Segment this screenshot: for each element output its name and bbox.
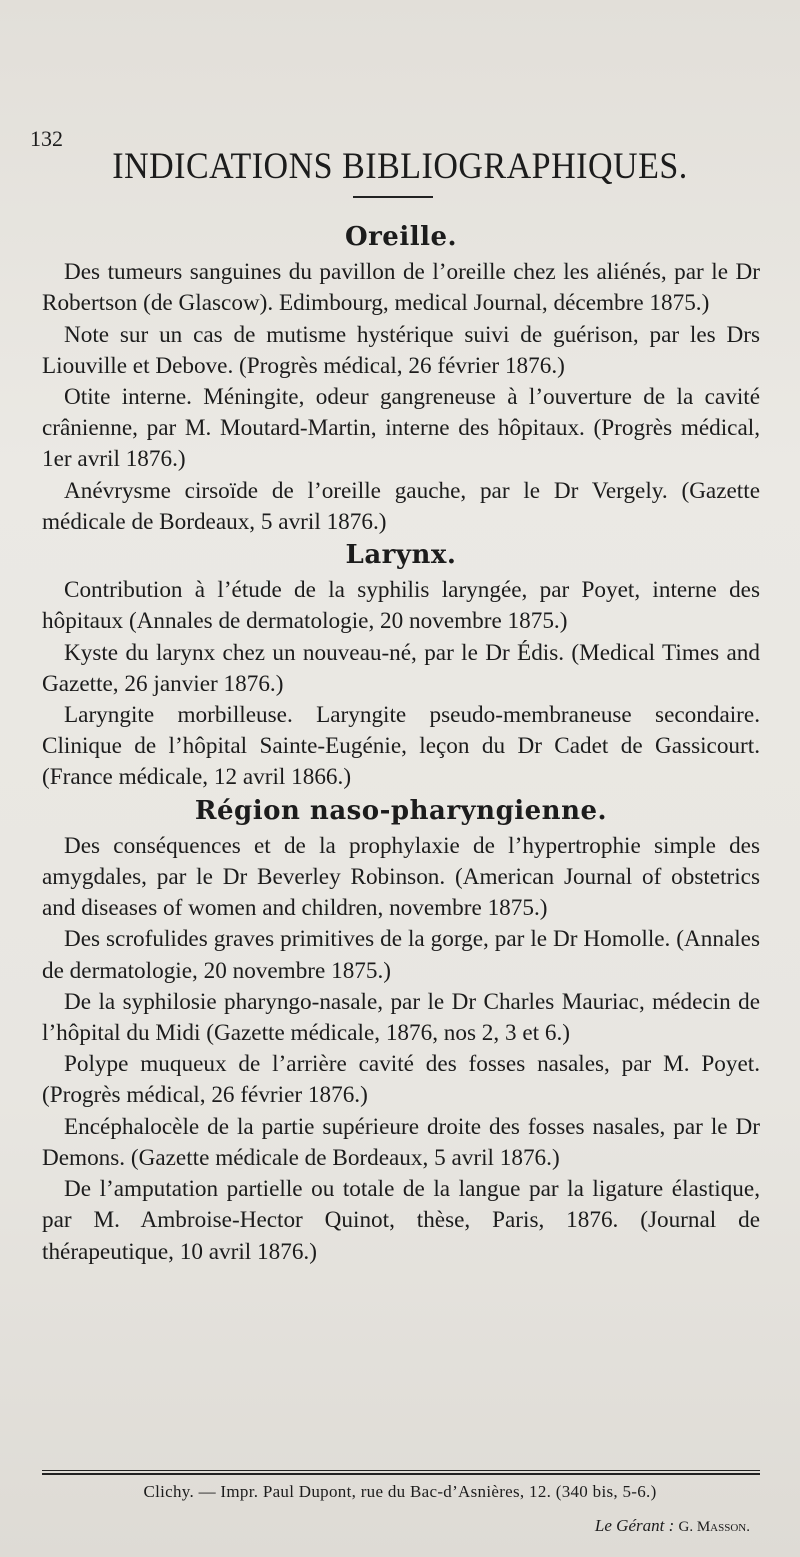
bibliography-entry: Des conséquences et de la prophylaxie de l’hypertrophie simple des amygdales, par le Dr Beverley Robinson. (American Journal of obstetrics and diseases of women and children, novembre 1875.) (42, 832, 760, 922)
section-heading-naso-pharyngienne: Région naso-pharyngienne. (194, 795, 608, 826)
bibliography-content (42, 220, 760, 1268)
bibliography-entry: Contribution à l’étude de la syphilis laryngée, par Poyet, interne des hôpitaux (Annales de dermatologie, 20 novembre 1875.) (42, 577, 760, 635)
bibliography-entry: Laryngite morbilleuse. Laryngite pseudo-membraneuse secondaire. Clinique de l’hôpital Sainte-Eugénie, leçon du Dr Cadet de Gassicourt. (France médicale, 12 avril 1866.) (42, 702, 760, 791)
bibliography-entry: Kyste du larynx chez un nouveau-né, par le Dr Édis. (Medical Times and Gazette, 26 janvier 1876.) (42, 639, 760, 697)
bibliography-entry: Polype muqueux de l’arrière cavité des fosses nasales, par M. Poyet. (Progrès médical, 26 février 1876.) (42, 1051, 760, 1109)
gerant-line (595, 1516, 750, 1536)
imprint-line: Clichy. — Impr. Paul Dupont, rue du Bac-d’Asnières, 12. (340 bis, 5-6.) (143, 1482, 657, 1501)
bibliography-entry: Des tumeurs sanguines du pavillon de l’oreille chez les aliénés, par le Dr Robertson (de Glascow). Edimbourg, medical Journal, décembre 1875.) (42, 259, 760, 317)
footer-rule (42, 1470, 760, 1471)
bibliography-entry: Encéphalocèle de la partie supérieure droite des fosses nasales, par le Dr Demons. (Gazette médicale de Bordeaux, 5 avril 1876.) (42, 1113, 760, 1171)
bibliography-entry: Note sur un cas de mutisme hystérique suivi de guérison, par les Drs Liouville et Debove. (Progrès médical, 26 février 1876.) (42, 321, 760, 379)
bibliography-entry: Otite interne. Méningite, odeur gangreneuse à l’ouverture de la cavité crânienne, par M. Moutard-Martin, interne des hôpitaux. (Progrès médical, 1er avril 1876.) (42, 384, 760, 473)
section-heading-larynx: Larynx. (345, 540, 457, 571)
page-number: 132 (30, 126, 63, 151)
running-title: INDICATIONS BIBLIOGRAPHIQUES. (112, 146, 688, 187)
bibliography-entry: Anévrysme cirsoïde de l’oreille gauche, par le Dr Vergely. (Gazette médicale de Bordeaux, 5 avril 1876.) (42, 477, 760, 535)
bibliography-entry: De la syphilosie pharyngo-nasale, par le Dr Charles Mauriac, médecin de l’hôpital du Midi (Gazette médicale, 1876, nos 2, 3 et 6.) (42, 988, 760, 1047)
gerant-name: G. Masson. (678, 1519, 750, 1535)
title-rule (353, 196, 433, 198)
bibliography-entry: De l’amputation partielle ou totale de la langue par la ligature élastique, par M. Ambroise-Hector Quinot, thèse, Paris, 1876. (Journal de thérapeutique, 10 avril 1876.) (42, 1176, 760, 1265)
bibliography-entry: Des scrofulides graves primitives de la gorge, par le Dr Homolle. (Annales de dermatologie, 20 novembre 1875.) (42, 926, 760, 984)
gerant-label: Le Gérant : (594, 1516, 675, 1535)
footer-rule-thick (42, 1473, 760, 1475)
section-heading-oreille: Oreille. (344, 222, 458, 252)
